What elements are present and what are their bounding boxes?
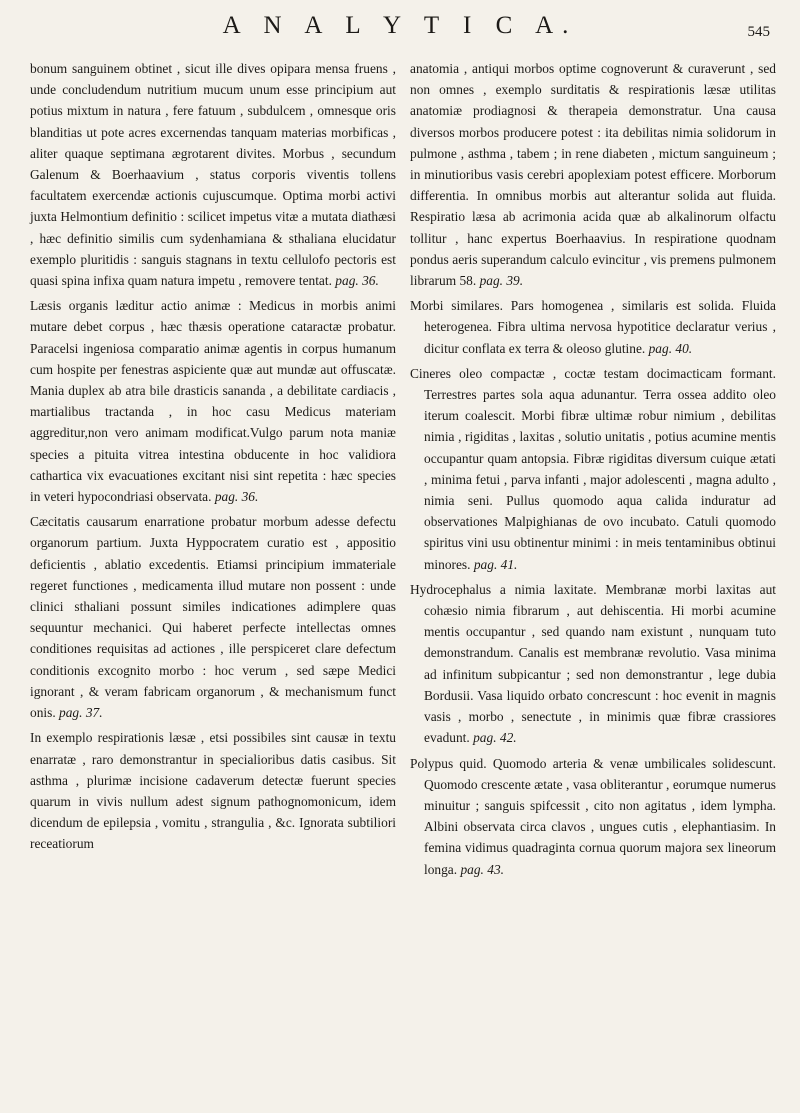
left-column (30, 58, 396, 855)
paragraph-text: In exemplo respirationis læsæ , etsi possibiles sint causæ in textu enarratæ , raro demonstrantur in specialioribus datis casibus. Sit asthma , plurimæ incisione cadaverum detectæ fuerunt species quarum in vivis nullum adest signum pathognomonicum, idem dicendum de epilepsia , vomitu , strangulia , &c. Ignorata subtiliori receatiorum (30, 730, 396, 852)
paragraph-text: Læsis organis læditur actio animæ : Medicus in morbis animi mutare debet corpus , hæc thæsis operatione cataractæ probatur. Paracelsi ingeniosa comparatio animæ agentis in corpus humanum cum hospite per fenestras aspiciente quæ aut mundæ aut offuscatæ. Mania duplex ab atra bile drasticis sananda , a debilitate cardiacis , martialibus tractanda , in hoc casu Medicus materiam aggreditur,non vero animam modificat.Vulgo parum nota maniæ species a pituita vitrea intestina obducente in hoc validiora cathartica vix evacuationes excitant nisi sint repetita : hæc species in veteri hypocondriasi observata. (30, 298, 396, 505)
paragraph (30, 295, 396, 507)
paragraph-text: Polypus quid. Quomodo arteria & venæ umbilicales solidescunt. Quomodo crescente ætate , vasa obliterantur , eorumque numerus minuitur ; sanguis spifcessit , cito non agitatus , idem lympha. Albini observata circa clavos , ungues cutis , elephantiasim. In femina vidimus quadraginta cornua quorum majora sex lineorum longa. (410, 755, 776, 877)
paragraph (410, 363, 776, 575)
paragraph (30, 58, 396, 291)
paragraph (410, 579, 776, 749)
paragraph-text: Hydrocephalus a nimia laxitate. Membranæ morbi laxitas aut cohæsio nimia fibrarum , aut dehiscentia. Hi morbi acumine mentis occupantur , sed quando nam existunt , nunquam tuto demonstrandum. Canalis est membranæ revolutio. Vasa minima ad infinitum subpicantur ; sed non demonstrantur , lege dubia Bordusii. Vasa liquido orbato concrescunt : hoc evenit in magnis vasis , morbo , senectute , in minimis quæ fibræ crassiores evadunt. (410, 581, 776, 746)
right-column (410, 58, 776, 880)
page-header (0, 8, 800, 48)
page-reference: pag. 37. (59, 705, 103, 721)
page-reference: pag. 36. (214, 489, 259, 505)
paragraph (410, 58, 776, 291)
page-reference: pag. 41. (473, 556, 518, 572)
paragraph-text: Cæcitatis causarum enarratione probatur morbum adesse defectu organorum partium. Juxta Hyppocratem curatio est , appositio deficientis , ablatio excedentis. Etiamsi principium immateriale regeret functiones , medicamenta illud mutare non possent : unde clinici sthaliani possunt similes indicationes adimplere quas sequuntur mechanici. Qui haberet perfecte intellectas omnes conditiones requisitas ad actiones , ille perspiceret clare defectum conditionis excognito morbo : hoc verum , sed sæpe Medici ignorant , & veram fabricam organorum , & mechanismum funct onis. (30, 514, 396, 721)
paragraph (410, 295, 776, 359)
page-number: 545 (747, 24, 770, 40)
page-reference: pag. 42. (473, 730, 517, 746)
page-reference: pag. 36. (335, 273, 379, 289)
paragraph (30, 511, 396, 723)
page-reference: pag. 39. (479, 273, 524, 289)
paragraph-text: Cineres oleo compactæ , coctæ testam docimacticam formant. Terrestres partes sola aqua adunantur. Terra ossea addito oleo iterum coalescit. Morbi fibræ ultimæ robur nimium , debilitas nimia , rigiditas , laxitas , solutio unitatis , potius acumine mentis occupantur quam antopsia. Fibræ rigiditas diversum cuique ætati , minima fetui , parva infanti , major adolescenti , magna adulto , nimia seni. Pullus quomodo aqua calida induratur ad observationes Malpighianas de ovo incubato. Catuli quomodo spiritus vini usu obtinentur minimi : in meis tentaminibus obtinui minores. (410, 365, 776, 572)
paragraph-text: Morbi similares. Pars homogenea , similaris est solida. Fluida heterogenea. Fibra ultima nervosa hypotitice declaratur verius , dicitur conflata ex terra & oleoso glutine. (410, 298, 776, 356)
running-head: A N A L Y T I C A. (222, 12, 578, 39)
page-reference: pag. 43. (460, 861, 504, 877)
paragraph (30, 727, 396, 854)
paragraph-text: bonum sanguinem obtinet , sicut ille dives opipara mensa fruens , unde concludendum nutritium mucum unum esse principium aut potius mixtum in natura , fere fatuum , subdulcem , omnesque oris blanditias ut pote acres excernendas tanquam materias morbificas , aliter quaque septimana ægrotarent divites. Morbus , secundum Galenum & Boerhaavium , status corporis viventis tollens facultatem exercendæ actionis cujuscumque. Optima morbi activi juxta Helmontium definitio : scilicet impetus vitæ a mutata diathæsi , hæc definitio similis cum sydenhamiana & sthaliana elucidatur exemplo pluritidis : sanguis stagnans in textu cellulofo pectoris est quasi spina infixa quam natura impetu , removere tentat. (30, 61, 396, 289)
paragraph (410, 753, 776, 880)
paragraph-text: anatomia , antiqui morbos optime cognoverunt & curaverunt , sed non omnes , exemplo surditatis & respirationis læsæ utilitas anatomiæ prodiagnosi & therapeia demonstratur. Una causa diversos morbos producere potest : ita debilitas nimia solidorum in pulmone , asthma , tabem ; in rene diabeten , mictum sanguineum ; in minutioribus vasis cerebri apoplexiam potest efficere. Morborum differentia. In omnibus morbis aut alterantur solida aut fluida. Respiratio læsa ab acrimonia acida quæ ab alkalinorum olfactu tollitur , hanc expertus Boerhaavius. In respiratione quodnam pondus aeris superandum calculo evincitur , vis premens pulmonem librarum 58. (410, 61, 776, 289)
page-reference: pag. 40. (648, 340, 693, 356)
